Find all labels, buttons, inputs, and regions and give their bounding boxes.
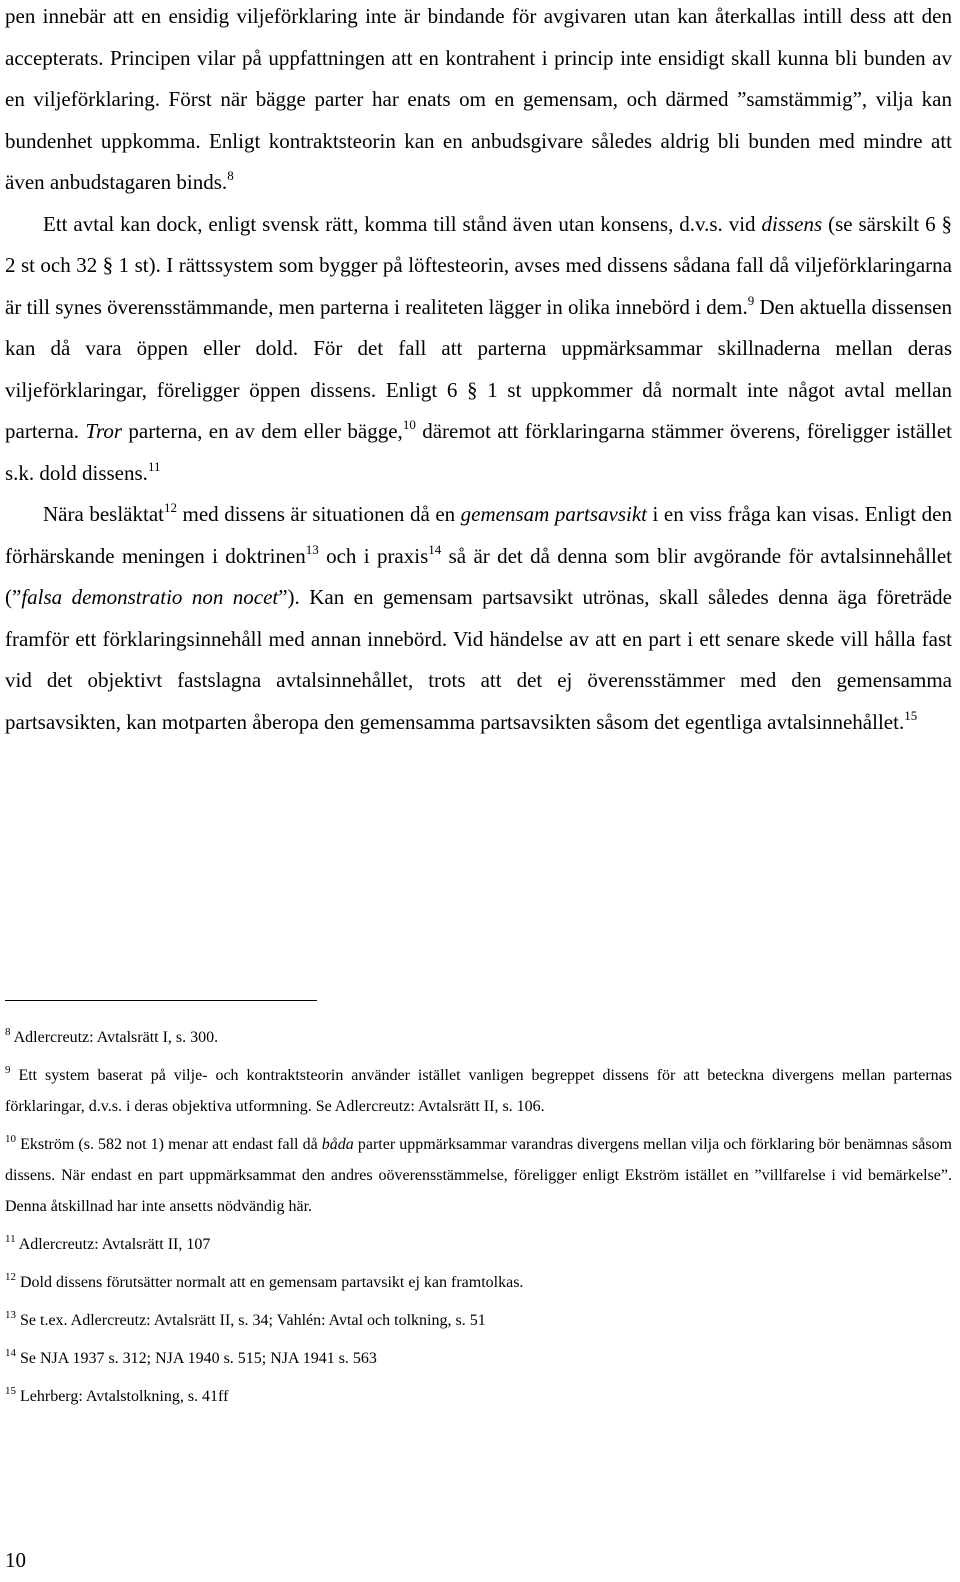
emphasis-text: gemensam partsavsikt — [460, 502, 648, 526]
paragraph-1 — [5, 0, 952, 204]
footnote-10 — [5, 1129, 952, 1222]
footnote-text: Ett system baserat på vilje- och kontraktsteorin använder istället vanligen begreppet dissens för att beteckna divergens mellan parternas förklaringar, d.v.s. i deras objektiva utformning. Se Adlercreutz: Avtalsrätt II, s. 106. — [5, 1067, 953, 1115]
footnote-ref-15[interactable]: 15 — [904, 707, 918, 723]
footnote-ref-10[interactable]: 10 — [402, 417, 416, 432]
emphasis-text: dissens — [761, 211, 823, 236]
paragraph-text: Nära besläktat — [43, 502, 164, 526]
footnote-number: 9 — [5, 1064, 11, 1076]
paragraph-3 — [5, 494, 952, 743]
footnote-number: 11 — [5, 1233, 16, 1245]
footnote-12 — [5, 1267, 952, 1298]
footnote-11 — [5, 1229, 952, 1260]
paragraph-2 — [5, 204, 952, 495]
emphasis-text: Tror — [85, 419, 123, 443]
footnote-text: Se t.ex. Adlercreutz: Avtalsrätt II, s. 34; Vahlén: Avtal och tolkning, s. 51 — [20, 1312, 486, 1329]
emphasis-text: falsa demonstratio non nocet — [21, 585, 279, 609]
footnote-number: 8 — [5, 1026, 11, 1038]
footnote-9 — [5, 1060, 952, 1122]
paragraph-text: i en viss fråga kan visas. Enligt den förhärskande meningen i doktrinen — [5, 502, 952, 568]
paragraph-text: Den aktuella dissensen kan då vara öppen eller dold. För det fall att parterna uppmärksammar skillnaderna mellan deras viljeförklaringar, föreligger öppen dissens. Enligt 6 § 1 st uppkommer då normalt inte något avtal mellan parterna. — [5, 294, 952, 443]
footnote-separator — [5, 1000, 317, 1001]
footnote-number: 12 — [5, 1271, 16, 1283]
footnote-number: 15 — [5, 1385, 16, 1397]
footnote-ref-9[interactable]: 9 — [747, 292, 755, 308]
footnote-text: Ekström (s. 582 not 1) menar att endast fall då — [20, 1136, 322, 1153]
footnote-number: 13 — [5, 1309, 16, 1321]
footnote-text: Lehrberg: Avtalstolkning, s. 41ff — [20, 1388, 229, 1405]
paragraph-text: och i praxis — [318, 543, 429, 568]
emphasis-text: båda — [321, 1136, 354, 1153]
footnote-14 — [5, 1343, 952, 1374]
footnotes — [5, 1022, 952, 1419]
paragraph-text: (se särskilt 6 § 2 st och 32 § 1 st). I rättssystem som bygger på löftesteorin, avses med dissens sådana fall då viljeförklaringarna är till synes överensstämmande, men parterna i realiteten lägger in olika innebörd i dem. — [5, 211, 952, 319]
paragraph-text: däremot att förklaringarna stämmer överens, föreligger istället s.k. dold dissens. — [5, 419, 952, 485]
page-number: 10 — [5, 1548, 26, 1572]
footnote-text: Se NJA 1937 s. 312; NJA 1940 s. 515; NJA 1941 s. 563 — [20, 1350, 377, 1367]
footnote-8 — [5, 1022, 952, 1053]
footnote-text: Dold dissens förutsätter normalt att en gemensam partavsikt ej kan framtolkas. — [20, 1274, 524, 1291]
footnote-text: Adlercreutz: Avtalsrätt II, 107 — [18, 1236, 211, 1253]
paragraph-text: med dissens är situationen då en — [176, 502, 461, 526]
paragraph-text: pen innebär att en ensidig viljeförklaring inte är bindande för avgivaren utan kan återkallas intill dess att den accepterats. Principen vilar på uppfattningen att en kontrahent i princip inte ensidigt skall kunna bli bunden av en viljeförklaring. Först när bägge parter har enats om en gemensam, och därmed ”samstämmig”, vilja kan bundenhet uppkomma. Enligt kontraktsteorin kan en anbudsgivare således aldrig bli bunden med mindre att även anbudstagaren binds. — [5, 4, 952, 194]
footnote-ref-14[interactable]: 14 — [428, 541, 442, 557]
paragraph-text: så är det då denna som blir avgörande för avtalsinnehållet (” — [5, 543, 952, 609]
footnote-ref-13[interactable]: 13 — [305, 541, 319, 557]
paragraph-text: Ett avtal kan dock, enligt svensk rätt, komma till stånd även utan konsens, d.v.s. vid — [43, 211, 762, 236]
footnote-text: parter uppmärksammar varandras divergens mellan vilja och förklaring bör benämnas såsom dissens. När endast en part uppmärksammat den andres oöverensstämmelse, föreligger enligt Ekström istället en ”villfarelse i vid bemärkelse”. Denna åtskillnad har inte ansetts nödvändig här. — [5, 1136, 952, 1215]
footnote-text: Adlercreutz: Avtalsrätt I, s. 300. — [13, 1029, 219, 1046]
paragraph-text: parterna, en av dem eller bägge, — [122, 419, 403, 443]
paragraph-text: ”). Kan en gemensam partsavsikt utrönas, skall således denna äga företräde framför ett förklaringsinnehåll med annan innebörd. Vid händelse av att en part i ett senare skede vill hålla fast vid det objektivt fastslagna avtalsinnehållet, trots att det ej överensstämmer med den gemensamma partsavsikten, kan motparten åberopa den gemensamma partsavsikten såsom det egentliga avtalsinnehållet. — [5, 585, 952, 734]
footnote-ref-12[interactable]: 12 — [163, 500, 177, 515]
footnote-ref-11[interactable]: 11 — [147, 458, 161, 474]
footnote-15 — [5, 1381, 952, 1412]
footnote-13 — [5, 1305, 952, 1336]
body-text — [5, 0, 952, 743]
footnote-number: 14 — [5, 1347, 16, 1359]
footnote-number: 10 — [5, 1133, 16, 1145]
footnote-ref-8[interactable]: 8 — [227, 168, 234, 183]
